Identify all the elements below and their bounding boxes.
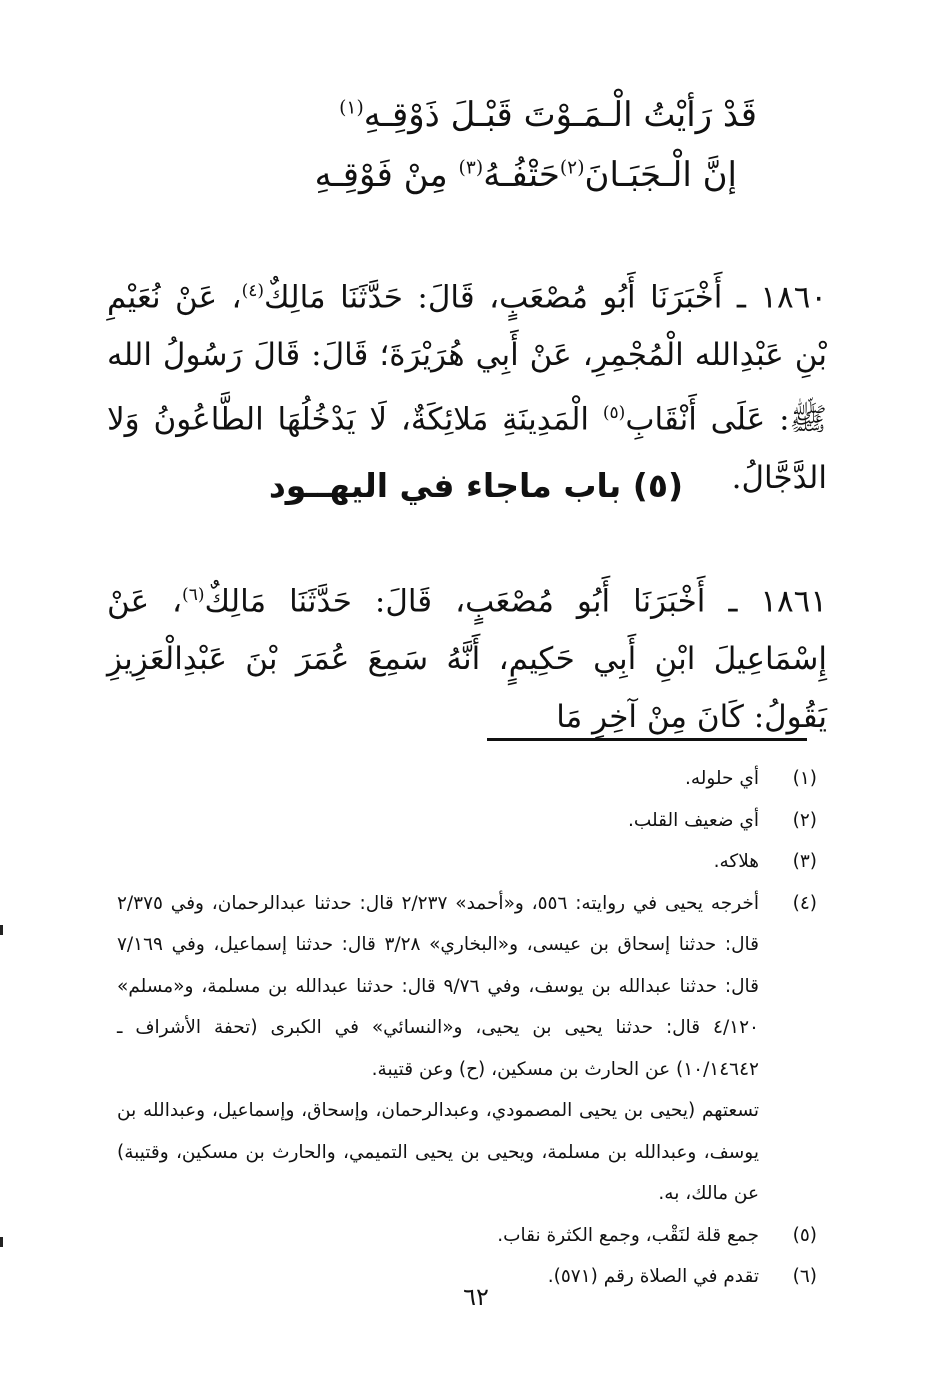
scan-edge-mark — [0, 925, 3, 935]
footnote-2 — [117, 800, 817, 842]
footnote-separator — [487, 738, 807, 741]
footnote-text: أي ضعيف القلب. — [627, 809, 759, 831]
footnote-ref-3: (٣) — [458, 157, 484, 179]
poem-line-2-part-c: مِنْ فَوْقِـهِ — [314, 155, 448, 195]
page-number: ٦٢ — [463, 1283, 489, 1311]
hadith-1860-part-b: ، عَنْ نُعَيْمِ بْنِ عَبْدِالله الْمُجْمِرِ، عَنْ أَبِي هُرَيْرَةَ؛ قَالَ: قَالَ رَسُولُ الله ﷺ: عَلَى أَنْقَابِ — [107, 279, 827, 438]
footnote-text: هلاكه. — [713, 851, 759, 872]
footnotes — [117, 758, 817, 1298]
footnote-ref-4: (٤) — [241, 281, 265, 301]
footnote-text: أي حلوله. — [684, 768, 759, 789]
footnote-number: (٤) — [792, 892, 817, 914]
footnote-ref-1: (١) — [339, 97, 364, 119]
footnote-number: (٢) — [792, 809, 817, 831]
footnote-number: (٥) — [792, 1224, 817, 1246]
hadith-1860-part-c: الْمَدِينَةِ مَلائِكَةٌ، لَا يَدْخُلُهَا الطَّاعُونُ وَلا الدَّجَّالُ. — [107, 401, 827, 496]
footnote-text: تقدم في الصلاة رقم (٥٧١). — [547, 1266, 759, 1287]
poem-line-2-part-b: حَتْفُـهُ — [483, 155, 560, 195]
poem-line-1 — [137, 95, 757, 135]
footnote-ref-5: (٥) — [602, 403, 626, 424]
poem-line-2-part-a: إنَّ الْـجَبَـانَ — [584, 155, 737, 195]
footnote-4 — [117, 883, 817, 1091]
hadith-1861-part-b: ، عَنْ إِسْمَاعِيلَ ابْنِ أَبِي حَكِيمٍ، أَنَّهُ سَمِعَ عُمَرَ بْنَ عَبْدِالْعَزِيزِ يَقُولُ: كَانَ مِنْ آخِرِ مَا — [107, 583, 827, 736]
footnote-number: (١) — [792, 768, 817, 789]
section-heading: (٥) باب ماجاء في اليهــود — [268, 466, 684, 505]
hadith-1861 — [107, 566, 827, 746]
footnote-number: (٦) — [792, 1266, 817, 1287]
footnote-text: أخرجه يحيى في روايته: ٥٥٦، و«أحمد» ٢/٢٣٧ قال: حدثنا عبدالرحمان، وفي ٢/٣٧٥ قال: حدثنا إسحاق بن عيسى، و«البخاري» ٣/٢٨ قال: حدثنا إسماعيل، وفي ٧/١٦٩ قال: حدثنا عبدالله بن يوسف، وفي ٩/٧٦ قال: حدثنا عبدالله بن مسلمة، و«مسلم» ٤/١٢٠ قال: حدثنا يحيى بن يحيى، و«النسائي» في الكبرى (تحفة الأشراف ـ ١٠/١٤٦٤٢) عن الحارث بن مسكين، (ح) وعن قتيبة. — [117, 892, 759, 1080]
footnote-5 — [117, 1215, 817, 1257]
footnote-text: تسعتهم (يحيى بن يحيى المصمودي، وعبدالرحمان، وإسحاق، وإسماعيل، وعبدالله بن يوسف، وعبدالله بن مسلمة، ويحيى بن يحيى التميمي، والحارث بن مسكين، وقتيبة) عن مالك، به. — [117, 1100, 759, 1204]
footnote-ref-2: (٢) — [559, 157, 585, 179]
poem-line-2 — [117, 155, 737, 195]
footnote-number: (٣) — [792, 851, 817, 872]
footnote-4-continuation — [117, 1090, 817, 1215]
footnote-1 — [117, 758, 817, 800]
hadith-1861-part-a: ١٨٦١ ـ أَخْبَرَنَا أَبُو مُصْعَبٍ، قَالَ: حَدَّثَنَا مَالِكٌ — [204, 583, 827, 620]
scan-edge-mark — [0, 1237, 3, 1247]
footnote-ref-6: (٦) — [182, 585, 205, 605]
poem-line-1-text: قَدْ رَأيْتُ الْـمَـوْتَ قَبْـلَ ذَوْقِـهِ — [363, 95, 757, 135]
hadith-1860-part-a: ١٨٦٠ ـ أَخْبَرَنَا أَبُو مُصْعَبٍ، قَالَ: حَدَّثَنَا مَالِكٌ — [264, 279, 827, 316]
footnote-3 — [117, 841, 817, 883]
footnote-text: جمع قلة لنَقْب، وجمع الكثرة نقاب. — [497, 1224, 759, 1246]
